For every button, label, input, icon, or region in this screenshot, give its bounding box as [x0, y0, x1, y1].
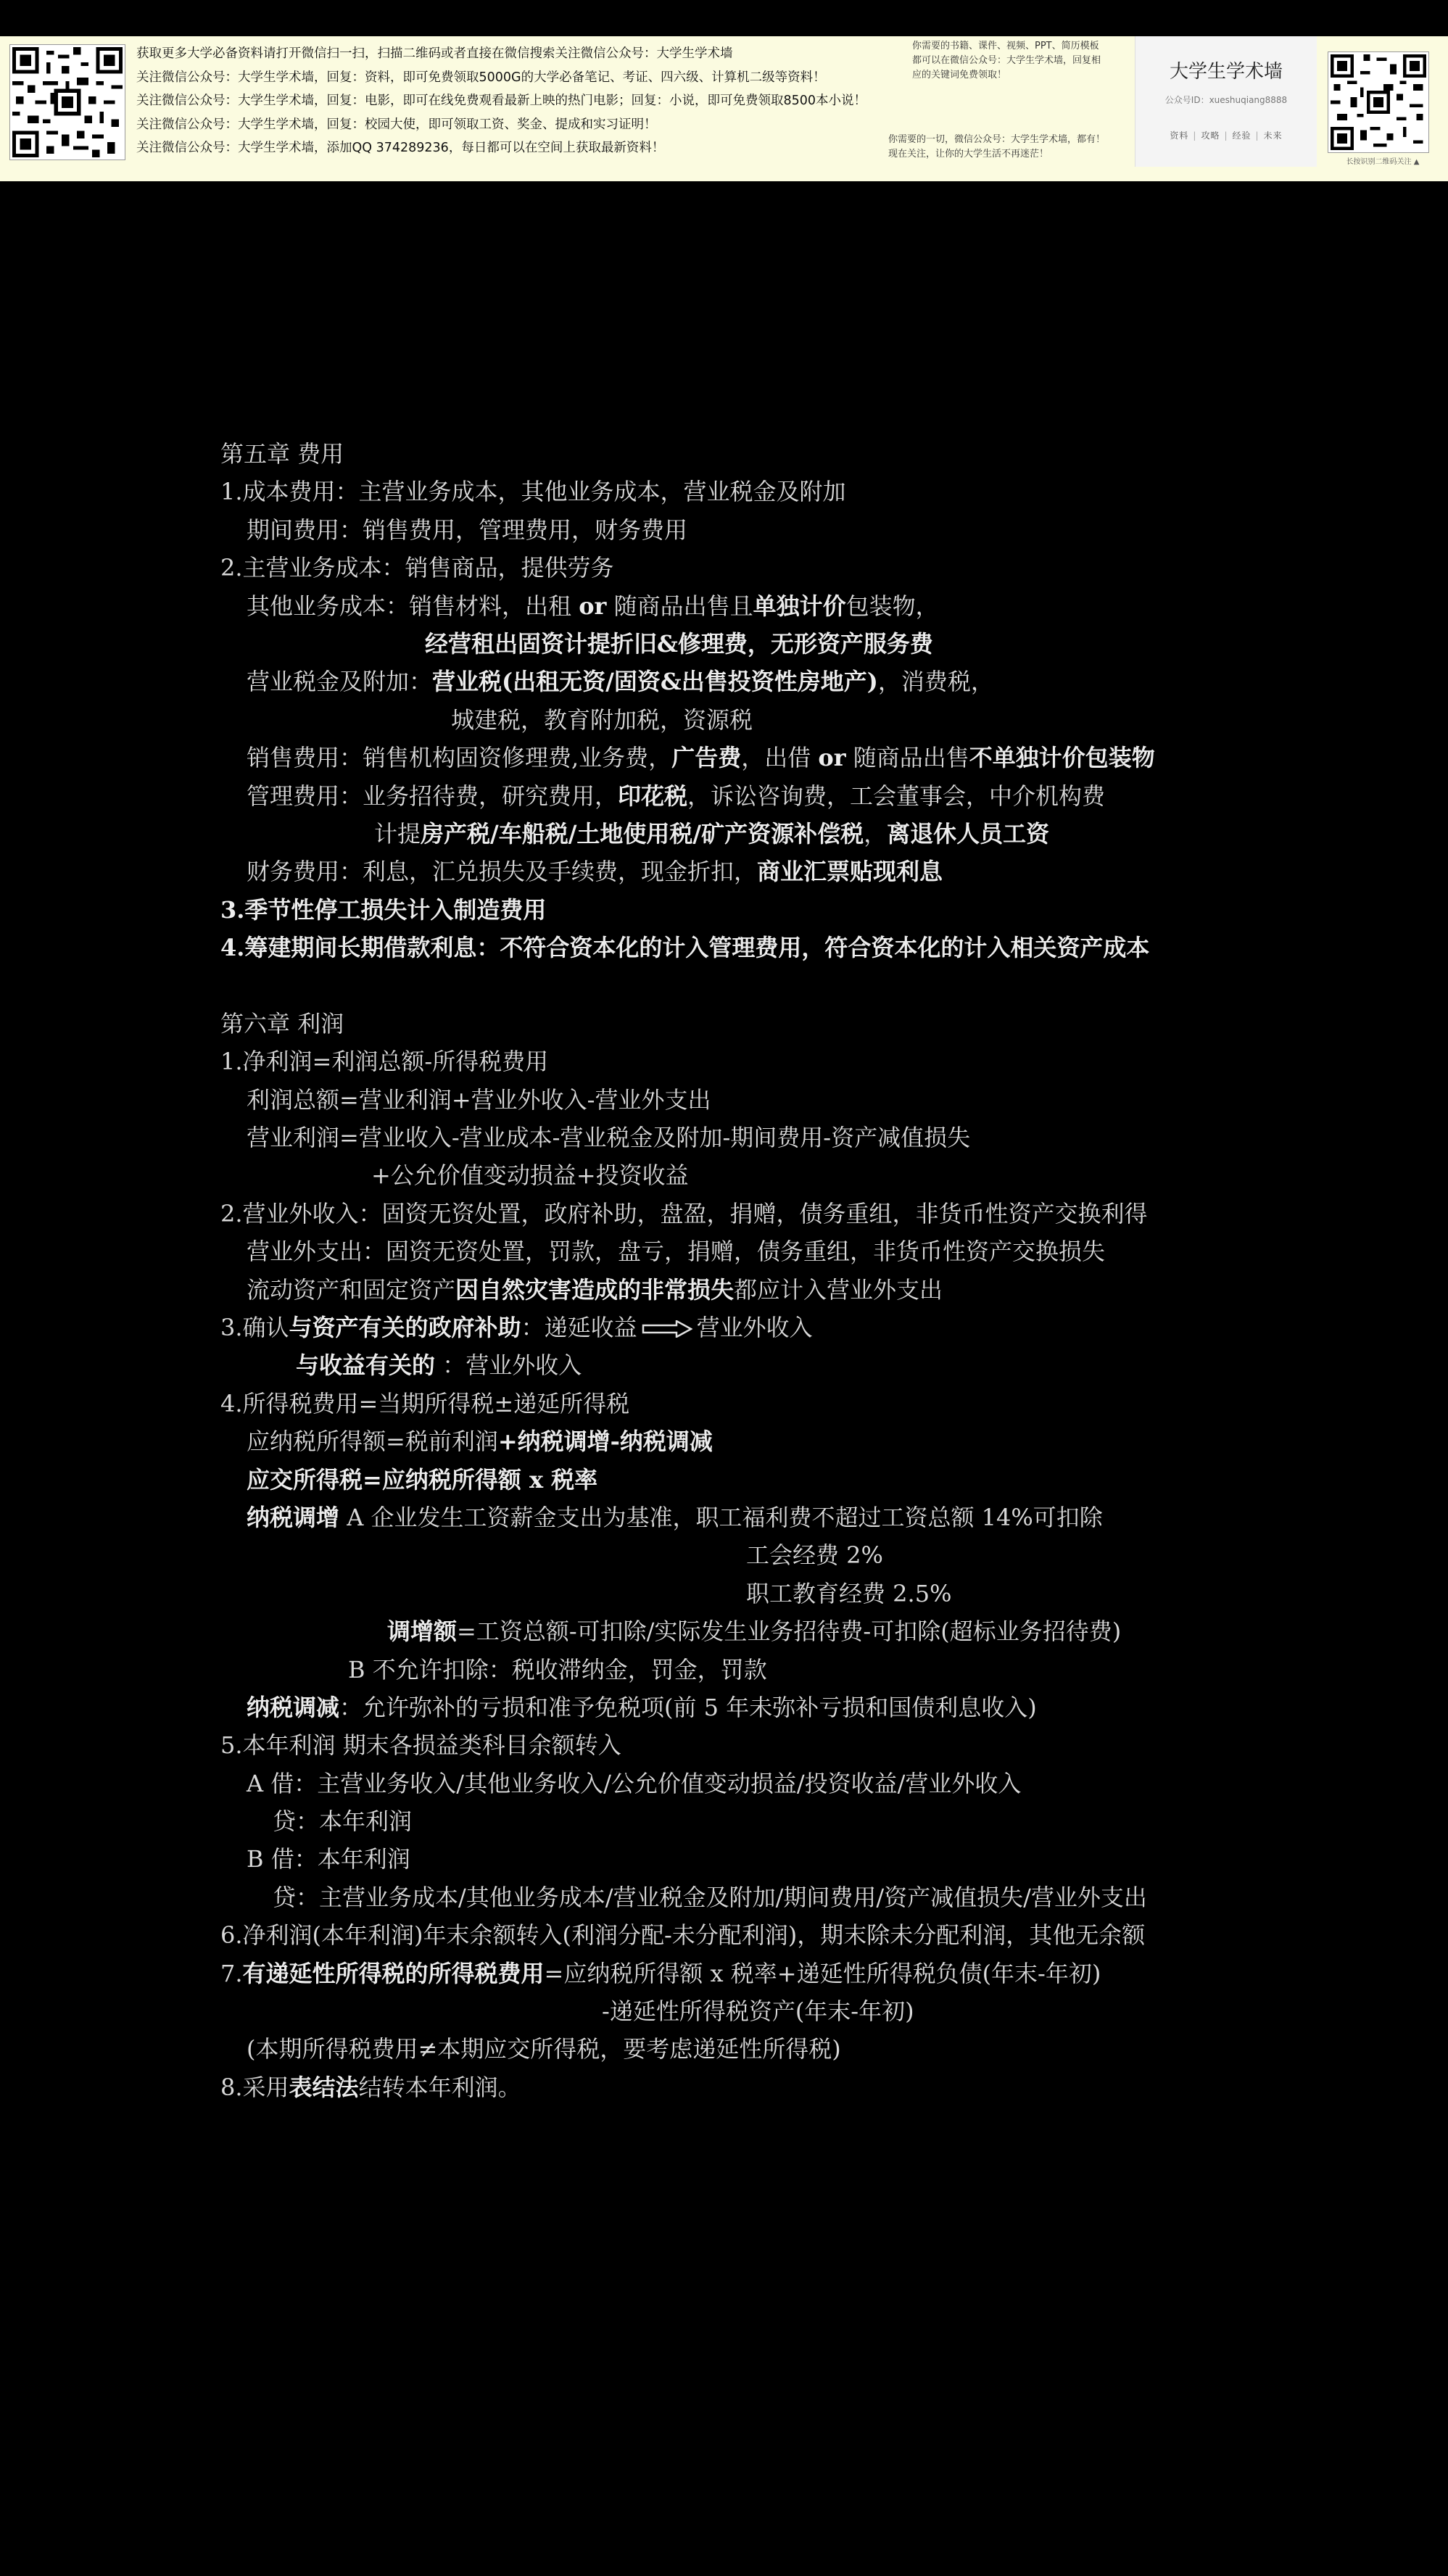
- text-run: 与收益有关的: [296, 1351, 436, 1380]
- document-line: [220, 1346, 1236, 1384]
- text-run: =应纳税所得额 x 税率+递延性所得税负债(年末-年初): [544, 1959, 1101, 1987]
- document-line: [220, 1309, 1236, 1346]
- text-run: or: [818, 744, 846, 772]
- text-run: 1.净利润=利润总额-所得税费用: [220, 1048, 549, 1076]
- text-run: or: [579, 592, 607, 620]
- text-run: 不单独计价包装物: [969, 744, 1155, 772]
- text-run: 因自然灾害造成的非常损失: [455, 1275, 735, 1304]
- document-line: [220, 1765, 1236, 1802]
- chapter-heading: [220, 1005, 1236, 1043]
- text-run: 期间费用：销售费用，管理费用，财务费用: [247, 515, 688, 544]
- document-line: [220, 1916, 1236, 1954]
- document-line: [220, 815, 1236, 853]
- banner-side-note-top: [912, 39, 1130, 83]
- document-line: [220, 1651, 1236, 1689]
- text-run: 2.主营业务成本：销售商品，提供劳务: [220, 554, 614, 582]
- text-run: 营业税金及附加：: [247, 668, 433, 696]
- side-note-line: 你需要的书籍、课件、视频、PPT、简历模板: [912, 41, 1099, 51]
- banner-side-note-bottom: [888, 133, 1131, 162]
- text-run: 有递延性所得税的所得税费用: [242, 1959, 545, 1987]
- text-run: 第六章 利润: [220, 1009, 344, 1038]
- document-line: [220, 549, 1236, 587]
- text-run: 广告费: [671, 744, 742, 772]
- text-run: 包装物，: [845, 592, 939, 620]
- document-line: [220, 1992, 1236, 2030]
- document-line: [220, 1043, 1236, 1080]
- right-arrow-icon: [642, 1320, 692, 1338]
- top-black-bar: [0, 0, 1448, 36]
- text-run: B 不允许扣除：税收滞纳金，罚金，罚款: [348, 1655, 767, 1683]
- side-note-line: 应的关键词免费领取！: [912, 70, 1007, 80]
- text-run: 营业外收入: [696, 1313, 813, 1341]
- text-run: 其他业务成本：销售材料，出租: [247, 592, 579, 620]
- text-run: ，: [864, 819, 888, 848]
- text-run: 3.确认: [220, 1313, 289, 1341]
- text-run: (本期所得税费用≠本期应交所得税，要考虑递延性所得税): [247, 2035, 841, 2063]
- text-run: 营业外支出：固资无资处置，罚款，盘亏，捐赠，债务重组，非货币性资产交换损失: [247, 1238, 1106, 1266]
- text-run: 随商品出售且: [606, 592, 753, 620]
- text-run: =工资总额-可扣除/实际发生业务招待费-可扣除(超标业务招待费): [457, 1618, 1122, 1646]
- document-line: [220, 1536, 1236, 1574]
- document-line: [220, 777, 1236, 815]
- document-line: [220, 1233, 1236, 1270]
- text-run: 城建税，教育附加税，资源税: [451, 705, 753, 734]
- document-line: [220, 587, 1236, 625]
- account-links: 资料 | 攻略 | 经验 | 未来: [1170, 131, 1283, 141]
- document-line: [220, 473, 1236, 510]
- text-run: 都应计入营业外支出: [734, 1275, 943, 1304]
- document-line: [220, 739, 1236, 776]
- account-name: 大学生学术墙: [1169, 61, 1283, 83]
- document-line: [220, 1156, 1236, 1194]
- text-run: ，诉讼咨询费，工会董事会，中介机构费: [687, 782, 1106, 810]
- document-body: [220, 435, 1236, 2106]
- document-line: [220, 1840, 1236, 1878]
- text-run: 贷：主营业务成本/其他业务成本/营业税金及附加/期间费用/资产减值损失/营业外支出: [273, 1883, 1147, 1911]
- text-run: 随商品出售: [845, 744, 969, 772]
- banner-line: 关注微信公众号：大学生学术墙，回复：校园大使，即可领取工资、奖金、提成和实习证明！: [136, 117, 657, 132]
- side-note-line: 都可以在微信公众号：大学生学术墙，回复相: [912, 55, 1101, 66]
- text-run: 第五章 费用: [220, 440, 344, 468]
- banner-line: 关注微信公众号：大学生学术墙，添加QQ 374289236，每日都可以在空间上获取最新资料！: [136, 141, 665, 155]
- link-experience[interactable]: 经验: [1232, 131, 1252, 141]
- text-run: 3.季节性停工损失计入制造费用: [220, 895, 547, 924]
- text-run: 房产税/车船税/土地使用税/矿产资源补偿税: [421, 819, 864, 848]
- text-run: 结转本年利润。: [358, 2073, 521, 2101]
- banner-line: 关注微信公众号：大学生学术墙，回复：电影，即可在线免费观看最新上映的热门电影；回复：小说，即可免费领取8500本小说！: [136, 94, 867, 108]
- document-line: [220, 1119, 1236, 1156]
- banner-line: 获取更多大学必备资料请打开微信扫一扫，扫描二维码或者直接在微信搜索关注微信公众号：大学生学术墙: [136, 46, 733, 61]
- text-run: ，消费税，: [877, 668, 994, 696]
- text-run: 财务费用：利息，汇兑损失及手续费，现金折扣，: [247, 858, 758, 886]
- banner-line: 关注微信公众号：大学生学术墙，回复：资料，即可免费领取5000G的大学必备笔记、考证、四六级、计算机二级等资料！: [136, 70, 826, 85]
- document-line: [220, 1271, 1236, 1309]
- text-run: 4.所得税费用=当期所得税±递延所得税: [220, 1389, 630, 1417]
- qr-code-right-icon: [1328, 52, 1428, 152]
- text-run: 印花税: [618, 782, 688, 810]
- document-line: [220, 929, 1236, 966]
- text-run: 利润总额=营业利润+营业外收入-营业外支出: [247, 1085, 711, 1114]
- document-line: [220, 1802, 1236, 1840]
- banner-promo-text: [136, 42, 898, 160]
- side-note-line: 现在关注，让你的大学生活不再迷茫！: [888, 149, 1049, 160]
- text-run: 2.营业外收入：固资无资处置，政府补助，盘盈，捐赠，债务重组，非货币性资产交换利得: [220, 1199, 1148, 1227]
- text-run: 管理费用：业务招待费，研究费用，: [247, 782, 618, 810]
- chapter-heading: [220, 435, 1236, 473]
- text-run: 工会经费 2%: [746, 1541, 883, 1570]
- document-line: [220, 853, 1236, 890]
- text-run: -递延性所得税资产(年末-年初): [602, 1997, 914, 2026]
- text-run: A 企业发生工资薪金支出为基准，职工福利费不超过工资总额 14%可扣除: [339, 1503, 1103, 1531]
- document-line: [220, 1689, 1236, 1726]
- text-run: 表结法: [289, 2073, 359, 2101]
- text-run: 单独计价: [753, 592, 846, 620]
- document-line: [220, 2068, 1236, 2106]
- qr-caption: 长按识别二维码关注 ▲: [1346, 158, 1420, 166]
- document-line: [220, 2030, 1236, 2068]
- text-run: 应纳税所得额=税前利润: [247, 1428, 498, 1456]
- document-line: [220, 1422, 1236, 1460]
- side-note-line: 你需要的一切，微信公众号：大学生学术墙，都有！: [888, 134, 1106, 145]
- link-materials[interactable]: 资料: [1170, 131, 1189, 141]
- document-line: [220, 1081, 1236, 1119]
- document-line: [220, 663, 1236, 700]
- document-line: [220, 625, 1236, 663]
- document-line: [220, 1612, 1236, 1650]
- document-line: [220, 1575, 1236, 1612]
- document-line: [220, 1726, 1236, 1764]
- document-line: [220, 701, 1236, 739]
- text-run: ：营业外收入: [435, 1351, 582, 1380]
- text-run: B 借：本年利润: [247, 1845, 410, 1873]
- document-line: [220, 1499, 1236, 1536]
- qr-code-left-icon: [10, 45, 125, 160]
- text-run: +公允价值变动损益+投资收益: [371, 1161, 689, 1190]
- account-id: 公众号ID：xueshuqiang8888: [1164, 95, 1288, 105]
- text-run: 营业税(出租无资/固资&出售投资性房地产): [432, 668, 878, 696]
- text-run: 计提: [374, 819, 421, 848]
- text-run: 经营租出固资计提折旧&修理费，无形资产服务费: [425, 629, 933, 658]
- text-run: 职工教育经费 2.5%: [746, 1579, 952, 1607]
- text-run: 商业汇票贴现利息: [757, 858, 943, 886]
- text-run: 营业利润=营业收入-营业成本-营业税金及附加-期间费用-资产减值损失: [247, 1124, 971, 1152]
- text-run: 调增额: [387, 1618, 458, 1646]
- document-line: [220, 891, 1236, 929]
- text-run: 流动资产和固定资产: [247, 1275, 456, 1304]
- text-run: 贷：本年利润: [273, 1807, 413, 1836]
- text-run: 7.: [220, 1959, 243, 1987]
- document-line: [220, 966, 1236, 1004]
- document-line: [220, 511, 1236, 549]
- text-run: ：允许弥补的亏损和准予免税项(前 5 年未弥补亏损和国债利息收入): [339, 1693, 1037, 1721]
- link-guides[interactable]: 攻略: [1201, 131, 1220, 141]
- text-run: 纳税调减: [247, 1693, 340, 1721]
- text-run: ，出借: [741, 744, 819, 772]
- text-run: +纳税调增-纳税调减: [497, 1428, 713, 1456]
- text-run: 8.采用: [220, 2073, 289, 2101]
- text-run: 与资产有关的政府补助: [289, 1313, 521, 1341]
- document-line: [220, 1461, 1236, 1499]
- document-line: [220, 1879, 1236, 1916]
- text-run: 4.筹建期间长期借款利息：不符合资本化的计入管理费用，符合资本化的计入相关资产成本: [220, 934, 1150, 962]
- text-run: ：递延收益: [521, 1313, 637, 1341]
- text-run: 1.成本费用：主营业务成本，其他业务成本，营业税金及附加: [220, 478, 846, 506]
- link-future[interactable]: 未来: [1263, 131, 1283, 141]
- text-run: 纳税调增: [247, 1503, 340, 1531]
- document-line: [220, 1385, 1236, 1422]
- text-run: 应交所得税=应纳税所得额 x 税率: [247, 1465, 598, 1494]
- text-run: A 借：主营业务收入/其他业务收入/公允价值变动损益/投资收益/营业外收入: [247, 1769, 1022, 1797]
- account-card: [1135, 36, 1317, 167]
- text-run: 销售费用：销售机构固资修理费,业务费，: [247, 744, 672, 772]
- text-run: 6.净利润(本年利润)年末余额转入(利润分配-未分配利润)，期末除未分配利润，其他无余额: [220, 1921, 1146, 1950]
- text-run: 离退休人员工资: [887, 819, 1050, 848]
- text-run: 5.本年利润 期末各损益类科目余额转入: [220, 1731, 621, 1760]
- document-line: [220, 1955, 1236, 1992]
- document-line: [220, 1195, 1236, 1233]
